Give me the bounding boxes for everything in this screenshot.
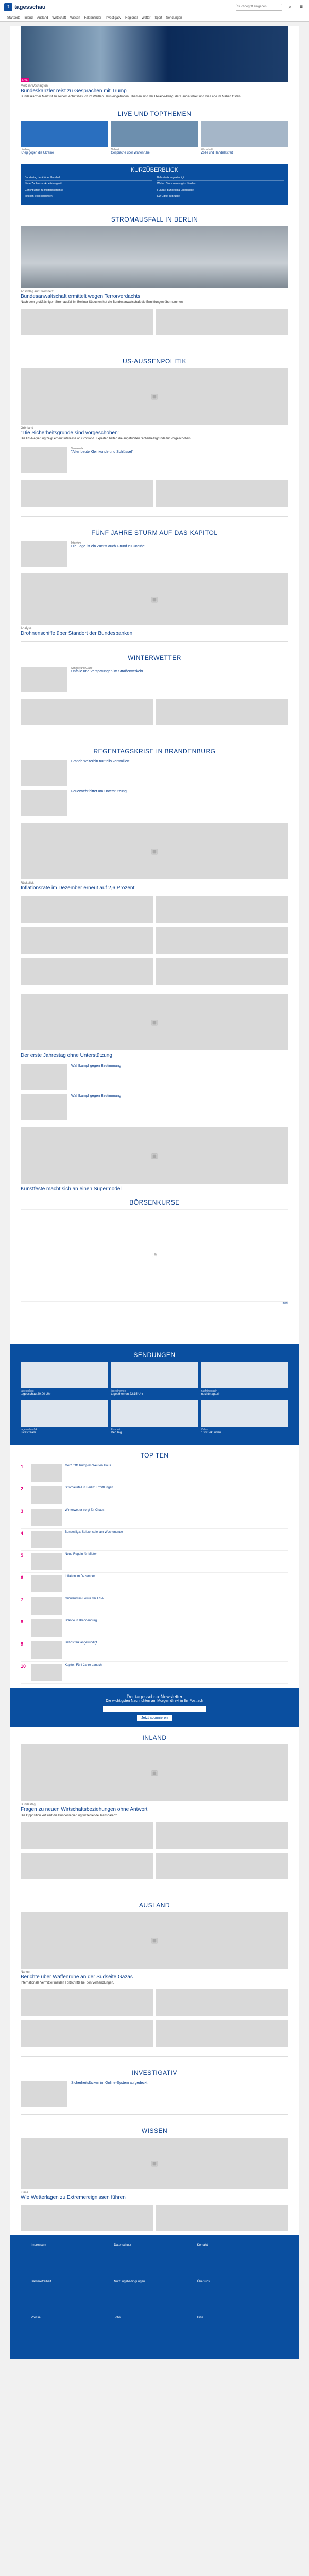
ausland-card[interactable]	[156, 1989, 288, 2016]
list-kicker: Schnee und Glätte	[71, 666, 93, 670]
topten-title: Merz trifft Trump im Weißen Haus	[65, 1464, 111, 1467]
list-thumb	[21, 667, 67, 692]
topten-item[interactable]	[21, 1551, 288, 1573]
kurz-item[interactable]: EU-Gipfel in Brüssel	[157, 195, 284, 199]
kurz-item[interactable]: Bundestag berät über Haushalt	[25, 176, 152, 181]
nav-item[interactable]: Startseite	[7, 16, 21, 20]
section-title-usa: US-AUSSENPOLITIK	[122, 357, 187, 365]
section-title-kapitol: FÜNF JAHRE STURM AUF DAS KAPITOL	[91, 529, 218, 536]
rank-number: 5	[21, 1552, 24, 1558]
footer-link[interactable]: Kontakt	[197, 2243, 208, 2247]
sendung-card[interactable]	[201, 1400, 288, 1435]
card-image	[21, 480, 153, 507]
card-image	[156, 309, 288, 335]
wissen-image[interactable]	[21, 2138, 288, 2189]
nav-item[interactable]: Wetter	[141, 16, 151, 20]
card-image	[111, 1362, 198, 1388]
live-card[interactable]	[201, 121, 288, 156]
usa-image[interactable]	[21, 368, 288, 425]
nav-item[interactable]: Sport	[154, 16, 162, 20]
usa-kicker: Grönland	[21, 426, 33, 430]
main-navigation	[0, 14, 309, 22]
divider	[21, 2114, 288, 2115]
card-title: 100 Sekunden	[201, 1431, 221, 1435]
card-image	[201, 1362, 288, 1388]
kurz-item[interactable]: Wetter: Sturmwarnung im Norden	[157, 182, 284, 187]
newsletter-text: Die wichtigsten Nachrichten am Morgen direkt in Ihr Postfach	[106, 1699, 203, 1703]
strom-headline[interactable]: Bundesanwaltschaft ermittelt wegen Terrorverdachts	[21, 293, 141, 299]
list-item[interactable]	[10, 1062, 299, 1092]
card-title: Zölle und Handelsstreit	[201, 151, 233, 155]
rank-number: 4	[21, 1530, 24, 1536]
topten-thumb	[31, 1553, 62, 1570]
hero-image[interactable]	[21, 26, 288, 82]
card-title: tagesthemen 22:15 Uhr	[111, 1392, 144, 1396]
section-title-investigativ: INVESTIGATIV	[132, 2069, 177, 2076]
topten-thumb	[31, 1597, 62, 1615]
inland-kicker: Bundestag	[21, 1803, 36, 1806]
list-thumb	[21, 1094, 67, 1120]
ausland-headline[interactable]: Berichte über Waffenruhe an der Südseite Gazas	[21, 1974, 133, 1980]
footer-link[interactable]: Über uns	[197, 2280, 210, 2283]
list-kicker: Interview	[71, 541, 82, 545]
card-image	[21, 927, 153, 954]
section-title-inland: INLAND	[142, 1734, 167, 1741]
card-image	[21, 2020, 153, 2047]
sendung-card[interactable]	[111, 1400, 198, 1435]
wissen-headline[interactable]: Wie Wetterlagen zu Extremereignissen führen	[21, 2194, 126, 2200]
inland-headline[interactable]: Fragen zu neuen Wirtschaftsbeziehungen ohne Antwort	[21, 1806, 148, 1812]
section-title-live: LIVE UND TOPTHEMEN	[117, 110, 192, 118]
card-kicker: Nahost	[111, 148, 119, 152]
newsletter-subscribe-button[interactable]: Jetzt abonnieren	[137, 1715, 172, 1721]
hero-headline[interactable]: Bundeskanzler reist zu Gesprächen mit Trump	[21, 88, 127, 94]
card-kicker: tagesschau24	[21, 1428, 37, 1432]
brandenburg-card[interactable]	[21, 927, 153, 954]
ausland-teaser: Internationale Vermittler melden Fortschritte bei den Verhandlungen.	[21, 1981, 114, 1985]
strom-kicker: Anschlag auf Stromnetz	[21, 290, 54, 293]
card-kicker: Wirtschaft	[201, 148, 213, 152]
list-thumb	[21, 760, 67, 786]
card-title: Der Tag	[111, 1431, 122, 1435]
card-image	[156, 1989, 288, 2016]
card-title: nachtmagazin	[201, 1392, 221, 1396]
logo-text: tagesschau	[14, 4, 46, 10]
rank-number: 8	[21, 1619, 24, 1624]
card-image	[201, 1400, 288, 1427]
page-content-2	[10, 1445, 299, 1688]
winter-card[interactable]	[156, 699, 288, 725]
topten-thumb	[31, 1641, 62, 1659]
nav-item[interactable]: Investigativ	[106, 16, 122, 20]
card-title: Gespräche über Waffenruhe	[111, 151, 150, 155]
kapitol-big-headline[interactable]: Drohnenschiffe über Standort der Bundesbanken	[21, 630, 133, 636]
inland-image[interactable]	[21, 1744, 288, 1801]
topten-thumb	[31, 1531, 62, 1548]
list-kicker: Venezuela	[71, 447, 83, 450]
card-image	[21, 699, 153, 725]
live-row	[10, 121, 299, 160]
nav-item[interactable]: Wirtschaft	[52, 16, 66, 20]
sendung-card[interactable]	[201, 1362, 288, 1397]
nav-item[interactable]: Ausland	[37, 16, 48, 20]
brandenburg-card[interactable]	[156, 896, 288, 923]
topten-title: Bundesliga: Spitzenspiel am Wochenende	[65, 1530, 123, 1534]
ausland-card[interactable]	[21, 2020, 153, 2047]
topten-thumb	[31, 1509, 62, 1526]
hero-teaser: Bundeskanzler Merz ist zu seinem Antrittsbesuch im Weißen Haus eingetroffen. Themen sind der Ukraine-Krieg, der Handelsstreit und die Lage im Nahen Osten.	[21, 95, 242, 98]
topten-thumb	[31, 1464, 62, 1482]
topten-thumb	[31, 1664, 62, 1681]
card-title: Krieg gegen die Ukraine	[21, 151, 54, 155]
rank-number: 9	[21, 1641, 24, 1647]
card-image	[156, 699, 288, 725]
strom-card[interactable]	[21, 309, 153, 335]
list-title: Unfälle und Verspätungen im Straßenverkehr	[71, 669, 144, 673]
menu-icon[interactable]: ≡	[300, 4, 303, 10]
footer-link[interactable]: Hilfe	[197, 2316, 203, 2320]
card-image	[156, 958, 288, 985]
footer-link[interactable]: Presse	[31, 2316, 41, 2320]
list-title: Brände weiterhin nur teils kontrolliert	[71, 759, 130, 764]
footer-link[interactable]: Impressum	[31, 2243, 46, 2247]
search-input[interactable]: Suchbegriff eingeben	[236, 4, 282, 11]
usa-card[interactable]	[21, 480, 153, 507]
card-image	[111, 121, 198, 147]
list-thumb	[21, 541, 67, 567]
topten-item[interactable]	[21, 1595, 288, 1617]
sendungen-section	[10, 1344, 299, 1445]
card-kicker: Podcast	[111, 1428, 121, 1432]
live-badge: LIVE	[21, 78, 29, 82]
kurzueberblick-title: KURZÜBERBLICK	[130, 166, 179, 173]
rank-number: 10	[21, 1663, 26, 1669]
loading-icon: ◔	[151, 1249, 158, 1261]
brandenburg-card[interactable]	[156, 927, 288, 954]
rank-number: 6	[21, 1574, 24, 1580]
card-title: tagesschau 20:00 Uhr	[21, 1392, 51, 1396]
list-item[interactable]	[10, 2079, 299, 2109]
topten-thumb	[31, 1486, 62, 1504]
brandenburg-card[interactable]	[21, 958, 153, 985]
wissen-kicker: Klima	[21, 2191, 29, 2194]
topten-title: Grönland im Fokus der USA	[65, 1597, 104, 1600]
logo-icon: t	[4, 3, 12, 11]
topten-item[interactable]	[21, 1529, 288, 1551]
list-thumb	[21, 2081, 67, 2107]
nav-item[interactable]: Faktenfinder	[84, 16, 102, 20]
card-image	[156, 2205, 288, 2231]
list-title: Die Lage ist ein Zuerst auch Grund zu Unruhe	[71, 544, 145, 548]
footer-link[interactable]: Nutzungsbedingungen	[114, 2280, 145, 2283]
list-thumb	[21, 1064, 67, 1090]
strom-card[interactable]	[156, 309, 288, 335]
card-image	[21, 121, 108, 147]
list-item[interactable]	[10, 1092, 299, 1122]
card-image	[156, 1853, 288, 1879]
kurzueberblick-box	[21, 164, 288, 205]
list-title: Sicherheitslücken im Online-System aufgedeckt	[71, 2081, 148, 2085]
list-item[interactable]	[10, 788, 299, 818]
rank-number: 1	[21, 1464, 24, 1469]
card-image	[21, 309, 153, 335]
card-image	[156, 480, 288, 507]
card-image	[156, 2020, 288, 2047]
list-thumb	[21, 447, 67, 473]
nav-item[interactable]: Wissen	[70, 16, 80, 20]
inland-card[interactable]	[21, 1853, 153, 1879]
ausland-kicker: Nahost	[21, 1970, 31, 1974]
brandenburg-big-headline[interactable]: Inflationsrate im Dezember erneut auf 2,6 Prozent	[21, 885, 135, 891]
inland-teaser: Die Opposition kritisiert die Bundesregierung für fehlende Transparenz.	[21, 1814, 118, 1817]
list-item[interactable]	[10, 665, 299, 694]
section-title-boerse: BÖRSENKURSE	[129, 1198, 180, 1206]
card-kicker: Video	[201, 1428, 208, 1432]
card-image	[156, 927, 288, 954]
list-title: Wahlkampf gegen Bestimmung	[71, 1094, 122, 1098]
list-title: Wahlkampf gegen Bestimmung	[71, 1064, 122, 1068]
topten-item[interactable]	[21, 1462, 288, 1484]
section-title-wissen: WISSEN	[141, 2127, 168, 2134]
topten-item[interactable]	[21, 1506, 288, 1529]
nav-item[interactable]: Sendungen	[166, 16, 182, 20]
topten-title: Winterwetter sorgt für Chaos	[65, 1508, 105, 1512]
card-title: Livestream	[21, 1431, 36, 1435]
wissen-card[interactable]	[21, 2205, 153, 2231]
ausland-card[interactable]	[156, 2020, 288, 2047]
sendung-card[interactable]	[111, 1362, 198, 1397]
divider	[21, 2056, 288, 2057]
divider	[21, 641, 288, 642]
search-icon[interactable]: ⌕	[288, 4, 291, 10]
ausland-card[interactable]	[21, 1989, 153, 2016]
card-image	[21, 1853, 153, 1879]
winter-card[interactable]	[21, 699, 153, 725]
rank-number: 7	[21, 1597, 24, 1602]
nav-item[interactable]: Regional	[125, 16, 138, 20]
section-title-winter: WINTERWETTER	[128, 654, 181, 662]
topten-title: Kapitol: Fünf Jahre danach	[65, 1663, 102, 1667]
divider	[21, 516, 288, 517]
ausland-image[interactable]	[21, 1912, 288, 1969]
section-title-sendungen: SENDUNGEN	[133, 1351, 176, 1359]
card-image	[21, 1362, 108, 1388]
newsletter-box	[10, 1688, 299, 1727]
card-image	[21, 2205, 153, 2231]
section-title-topten: TOP TEN	[140, 1451, 169, 1459]
brandenburg-card[interactable]	[156, 958, 288, 985]
newsletter-title: Der tagesschau-Newsletter	[126, 1693, 183, 1699]
section-title-brandenburg: REGENTAGSKRISE IN BRANDENBURG	[93, 747, 216, 755]
topten-item[interactable]	[21, 1639, 288, 1662]
list-thumb	[21, 790, 67, 816]
card-image	[21, 958, 153, 985]
footer-link[interactable]: Barrierefreiheit	[31, 2280, 52, 2283]
misc-headline-2[interactable]: Kunstfeste macht sich an einen Supermodel	[21, 1185, 122, 1192]
kapitol-image[interactable]	[21, 573, 288, 625]
card-image	[21, 1822, 153, 1849]
page-content	[10, 26, 299, 1344]
sendung-card[interactable]	[21, 1362, 108, 1397]
list-item[interactable]	[10, 758, 299, 788]
list-item[interactable]	[10, 445, 299, 475]
footer	[10, 2235, 299, 2359]
rank-number: 3	[21, 1508, 24, 1514]
live-card[interactable]	[111, 121, 198, 156]
usa-headline[interactable]: "Die Sicherheitsgründe sind vorgeschoben"	[21, 430, 120, 436]
usa-teaser: Die US-Regierung zeigt erneut Interesse an Grönland. Experten halten die angeführten Sicherheitsgründe für vorgeschoben.	[21, 437, 192, 440]
kurz-item[interactable]: Bahnstreik angekündigt	[157, 176, 284, 181]
list-title: Feuerwehr bittet um Unterstützung	[71, 789, 127, 793]
topten-title: Inflation im Dezember	[65, 1574, 95, 1578]
page-content-3	[10, 1727, 299, 2235]
kapitol-big-kicker: Analyse	[21, 626, 32, 630]
inland-card[interactable]	[156, 1822, 288, 1849]
topten-title: Bahnstreik angekündigt	[65, 1641, 97, 1645]
card-image	[111, 1400, 198, 1427]
inland-card[interactable]	[21, 1822, 153, 1849]
strom-teaser: Nach dem großflächigen Stromausfall im Berliner Südosten hat die Bundesanwaltschaft die Ermittlungen übernommen.	[21, 300, 184, 304]
list-title: "Aller Leute Kleinkunde und Schlüssel"	[71, 450, 133, 454]
site-logo[interactable]	[4, 3, 46, 11]
wissen-card[interactable]	[156, 2205, 288, 2231]
strom-image[interactable]	[21, 226, 288, 288]
boerse-more-link[interactable]: mehr	[282, 1301, 288, 1305]
card-image	[21, 896, 153, 923]
kurz-item[interactable]: Gericht urteilt zu Mietpreisbremse	[25, 189, 152, 193]
footer-link[interactable]: Jobs	[114, 2316, 121, 2320]
misc-image-2[interactable]	[21, 1127, 288, 1184]
topten-item[interactable]	[21, 1573, 288, 1595]
card-image	[21, 1400, 108, 1427]
brandenburg-big-kicker: Rückblick	[21, 881, 34, 885]
card-kicker: tagesthemen	[111, 1389, 126, 1393]
card-image	[156, 1822, 288, 1849]
card-kicker: tagesschau	[21, 1389, 34, 1393]
top-bar	[0, 0, 309, 14]
topten-title: Brände in Brandenburg	[65, 1619, 97, 1622]
card-image	[21, 1989, 153, 2016]
topten-title: Neue Regeln für Mieter	[65, 1552, 97, 1556]
topten-item[interactable]	[21, 1484, 288, 1506]
card-kicker: Liveblog	[21, 148, 30, 152]
brandenburg-card[interactable]	[21, 896, 153, 923]
newsletter-email-input[interactable]	[103, 1706, 206, 1712]
topten-thumb	[31, 1575, 62, 1592]
topten-title: Stromausfall in Berlin: Ermittlungen	[65, 1486, 113, 1489]
misc-headline-1[interactable]: Der erste Jahrestag ohne Unterstützung	[21, 1052, 112, 1058]
hero-kicker: Merz in Washington	[21, 84, 48, 88]
kurz-item[interactable]: Inflation leicht gesunken	[25, 195, 152, 199]
kurz-item[interactable]: Neue Zahlen zur Arbeitslosigkeit	[25, 182, 152, 187]
inland-card[interactable]	[156, 1853, 288, 1879]
rank-number: 2	[21, 1486, 24, 1492]
topten-list	[10, 1462, 299, 1688]
topten-item[interactable]	[21, 1662, 288, 1684]
card-kicker: nachtmagazin	[201, 1389, 217, 1393]
topten-thumb	[31, 1619, 62, 1637]
card-image	[201, 121, 288, 147]
brandenburg-image[interactable]	[21, 823, 288, 879]
usa-card[interactable]	[156, 480, 288, 507]
section-title-ausland: AUSLAND	[139, 1901, 170, 1909]
card-image	[156, 896, 288, 923]
section-title-strom: STROMAUSFALL IN BERLIN	[111, 215, 198, 223]
live-card[interactable]	[21, 121, 108, 156]
list-item[interactable]	[10, 539, 299, 569]
kurz-item[interactable]: Fußball: Bundesliga-Ergebnisse	[157, 189, 284, 193]
boerse-widget[interactable]	[21, 1209, 288, 1302]
nav-item[interactable]: Inland	[24, 16, 33, 20]
misc-image[interactable]	[21, 994, 288, 1050]
sendung-card[interactable]	[21, 1400, 108, 1435]
topten-item[interactable]	[21, 1617, 288, 1639]
footer-link[interactable]: Datenschutz	[114, 2243, 131, 2247]
